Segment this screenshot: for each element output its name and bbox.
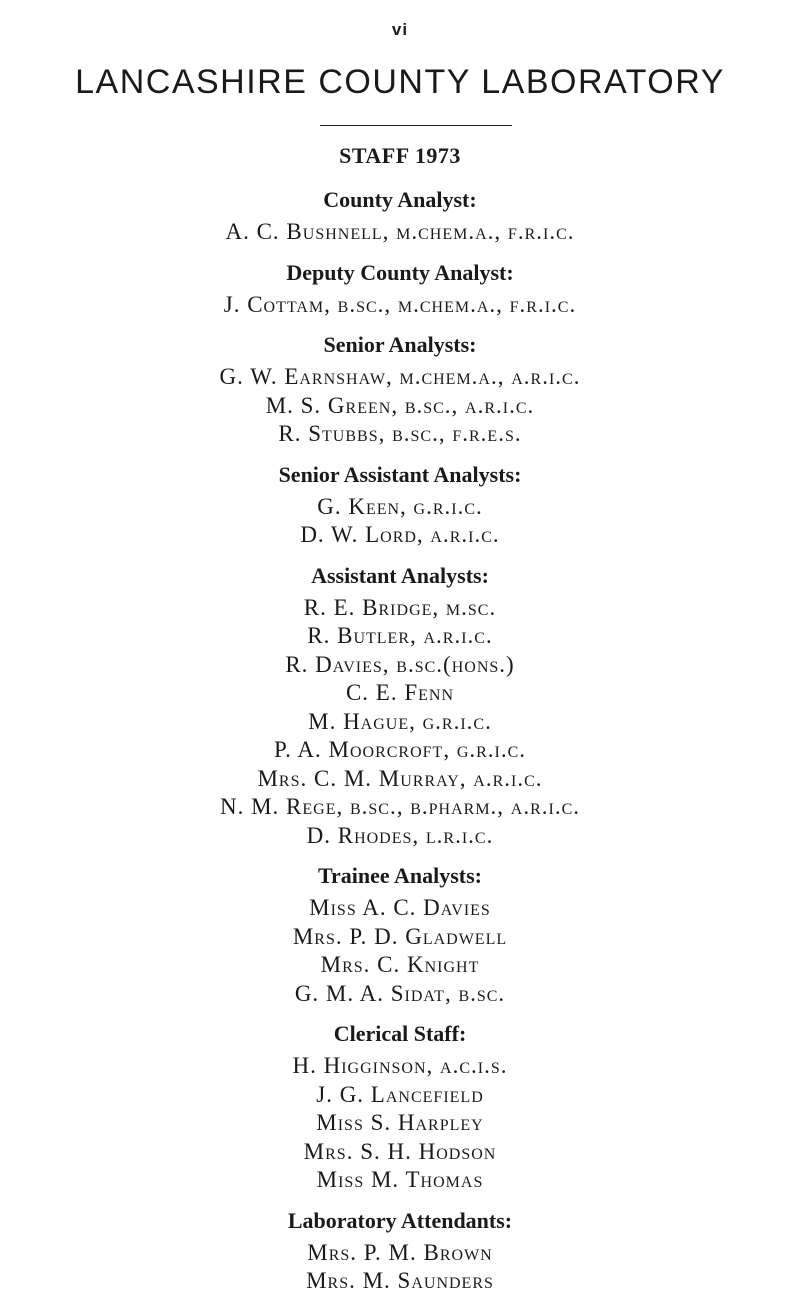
staff-entry: R. Stubbs, b.sc., f.r.e.s. xyxy=(278,421,522,446)
section-assistant-analysts xyxy=(0,562,800,851)
section-county-analyst xyxy=(0,186,800,247)
staff-entry: R. E. Bridge, m.sc. xyxy=(303,594,497,620)
section-heading: Assistant Analysts: xyxy=(311,562,489,588)
staff-entry: Mrs. P. M. Brown xyxy=(307,1239,493,1265)
staff-entry: N. M. Rege, b.sc., b.pharm., a.r.i.c. xyxy=(219,794,581,819)
staff-entry: M. S. Green, b.sc., a.r.i.c. xyxy=(265,392,535,418)
section-heading: Trainee Analysts: xyxy=(318,863,482,888)
section-heading: Clerical Staff: xyxy=(333,1021,467,1046)
staff-heading: STAFF 1973 xyxy=(339,143,461,168)
staff-entry: Mrs. M. Saunders xyxy=(306,1268,494,1293)
page-number: vi xyxy=(391,20,409,39)
section-heading: Laboratory Attendants: xyxy=(287,1207,513,1233)
section-heading: Senior Assistant Analysts: xyxy=(278,461,522,487)
staff-entry: Mrs. S. H. Hodson xyxy=(303,1138,497,1164)
staff-entry: M. Hague, g.r.i.c. xyxy=(308,708,492,734)
section-heading: County Analyst: xyxy=(323,187,477,212)
title-divider xyxy=(320,125,512,126)
page-title: LANCASHIRE COUNTY LABORATORY xyxy=(75,63,725,101)
staff-entry: R. Butler, a.r.i.c. xyxy=(307,623,493,648)
staff-entry: R. Davies, b.sc.(hons.) xyxy=(285,651,515,677)
staff-entry: G. Keen, g.r.i.c. xyxy=(317,493,483,519)
staff-entry: Miss A. C. Davies xyxy=(309,895,491,920)
staff-entry: G. M. A. Sidat, b.sc. xyxy=(294,980,506,1006)
staff-list xyxy=(0,142,800,1308)
section-trainee-analysts xyxy=(0,862,800,1008)
staff-entry: A. C. Bushnell, m.chem.a., f.r.i.c. xyxy=(225,219,575,244)
section-laboratory-attendants xyxy=(0,1207,800,1296)
staff-entry: D. W. Lord, a.r.i.c. xyxy=(300,522,500,547)
staff-entry: J. Cottam, b.sc., m.chem.a., f.r.i.c. xyxy=(223,291,577,317)
staff-entry: C. E. Fenn xyxy=(345,680,455,705)
section-heading: Deputy County Analyst: xyxy=(286,259,514,285)
section-heading: Senior Analysts: xyxy=(323,332,477,357)
staff-entry: Mrs. C. Knight xyxy=(320,952,480,977)
section-senior-assistant-analysts xyxy=(0,461,800,550)
staff-entry: Mrs. C. M. Murray, a.r.i.c. xyxy=(257,765,543,791)
staff-entry: Miss M. Thomas xyxy=(316,1167,484,1192)
staff-entry: Mrs. P. D. Gladwell xyxy=(292,923,508,949)
staff-entry: G. W. Earnshaw, m.chem.a., a.r.i.c. xyxy=(219,364,581,389)
staff-entry: J. G. Lancefield xyxy=(316,1081,484,1107)
section-deputy-county-analyst xyxy=(0,259,800,320)
section-clerical-staff xyxy=(0,1020,800,1195)
staff-entry: H. Higginson, a.c.i.s. xyxy=(292,1053,508,1078)
section-senior-analysts xyxy=(0,331,800,449)
staff-entry: D. Rhodes, l.r.i.c. xyxy=(306,822,494,848)
staff-entry: P. A. Moorcroft, g.r.i.c. xyxy=(273,737,527,762)
staff-entry: Miss S. Harpley xyxy=(316,1110,484,1135)
